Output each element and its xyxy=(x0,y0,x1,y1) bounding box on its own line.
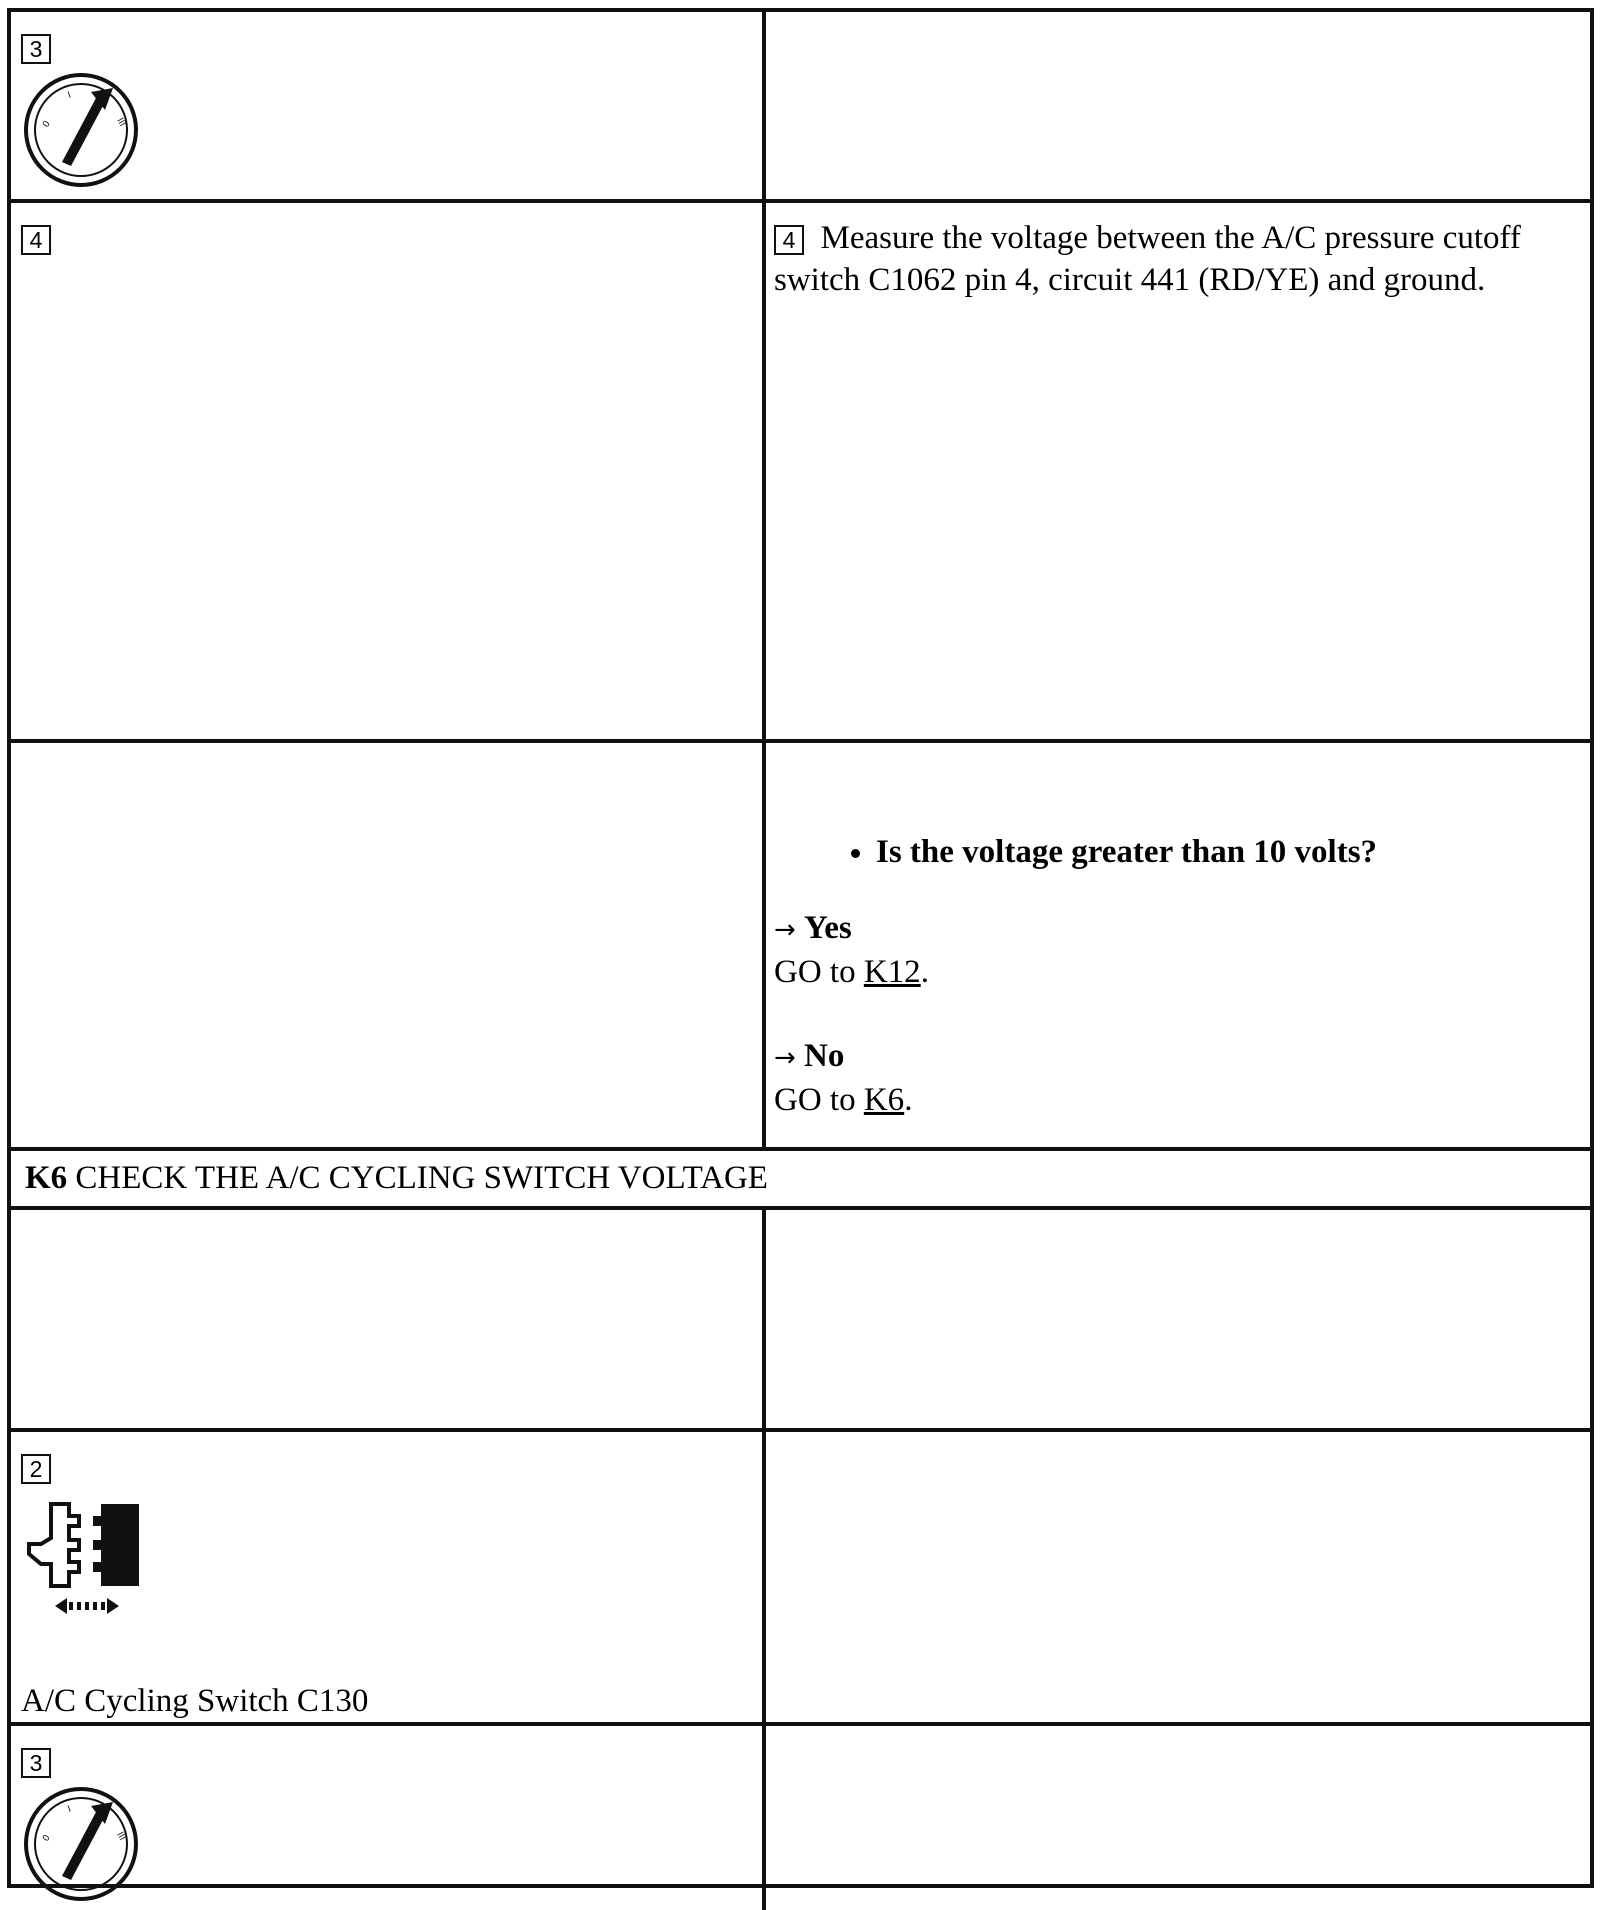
svg-text:0: 0 xyxy=(41,1833,53,1844)
answer-no xyxy=(766,1035,1590,1121)
step-text-cell xyxy=(764,1208,1590,1430)
step-image-cell xyxy=(11,1724,764,1910)
connector-caption: A/C Cycling Switch C130 xyxy=(21,1683,369,1719)
svg-text:III: III xyxy=(114,116,128,129)
ignition-key-icon xyxy=(21,1784,145,1908)
section-title: CHECK THE A/C CYCLING SWITCH VOLTAGE xyxy=(75,1160,768,1196)
step-number: 3 xyxy=(21,1748,51,1778)
svg-text:I: I xyxy=(66,1804,73,1815)
question: • Is the voltage greater than 10 volts? xyxy=(876,831,1590,873)
arrow-right-icon: → xyxy=(774,1043,796,1073)
step-number: 3 xyxy=(21,34,51,64)
step-number: 2 xyxy=(21,1454,51,1484)
procedure-table xyxy=(11,12,1590,1910)
section-code: K6 xyxy=(25,1160,68,1196)
table-row xyxy=(11,1724,1590,1910)
answer-yes xyxy=(766,907,1590,993)
answer-label: No xyxy=(804,1038,845,1074)
svg-text:III: III xyxy=(114,1830,128,1843)
arrow-right-icon: → xyxy=(774,915,796,945)
step-number: 4 xyxy=(774,225,804,255)
answer-label: Yes xyxy=(804,910,852,946)
ignition-key-icon xyxy=(21,70,145,194)
step-text-cell xyxy=(764,1724,1590,1910)
table-row xyxy=(11,1430,1590,1724)
table-row xyxy=(11,741,1590,1149)
step-image-cell xyxy=(11,1430,764,1724)
step-text-cell xyxy=(764,1430,1590,1724)
step-result-cell xyxy=(764,741,1590,1149)
table-row xyxy=(11,1208,1590,1430)
punctuation: . xyxy=(904,1082,913,1118)
connector-disconnect-icon xyxy=(21,1494,151,1624)
step-image-cell xyxy=(11,1208,764,1430)
step-text-cell xyxy=(764,201,1590,741)
question-list xyxy=(766,831,1590,873)
step-image-cell xyxy=(11,741,764,1149)
table-row xyxy=(11,12,1590,201)
answer-action: GO to xyxy=(774,1082,864,1118)
step-image-cell xyxy=(11,12,764,201)
step-image-cell xyxy=(11,201,764,741)
goto-link-k6[interactable]: K6 xyxy=(863,1082,905,1118)
svg-text:0: 0 xyxy=(41,119,53,130)
answer-action: GO to xyxy=(774,954,864,990)
punctuation: . xyxy=(920,954,929,990)
goto-link-k12[interactable]: K12 xyxy=(863,954,921,990)
step-number: 4 xyxy=(21,225,51,255)
section-heading-row xyxy=(11,1149,1590,1208)
svg-text:I: I xyxy=(66,90,73,101)
step-instruction: Measure the voltage between the A/C pressure cutoff switch C1062 pin 4, circuit 441 (RD/YE) and ground. xyxy=(774,220,1521,298)
step-text-cell xyxy=(764,12,1590,201)
procedure-page xyxy=(7,8,1594,1888)
section-heading xyxy=(11,1149,1590,1208)
table-row xyxy=(11,201,1590,741)
